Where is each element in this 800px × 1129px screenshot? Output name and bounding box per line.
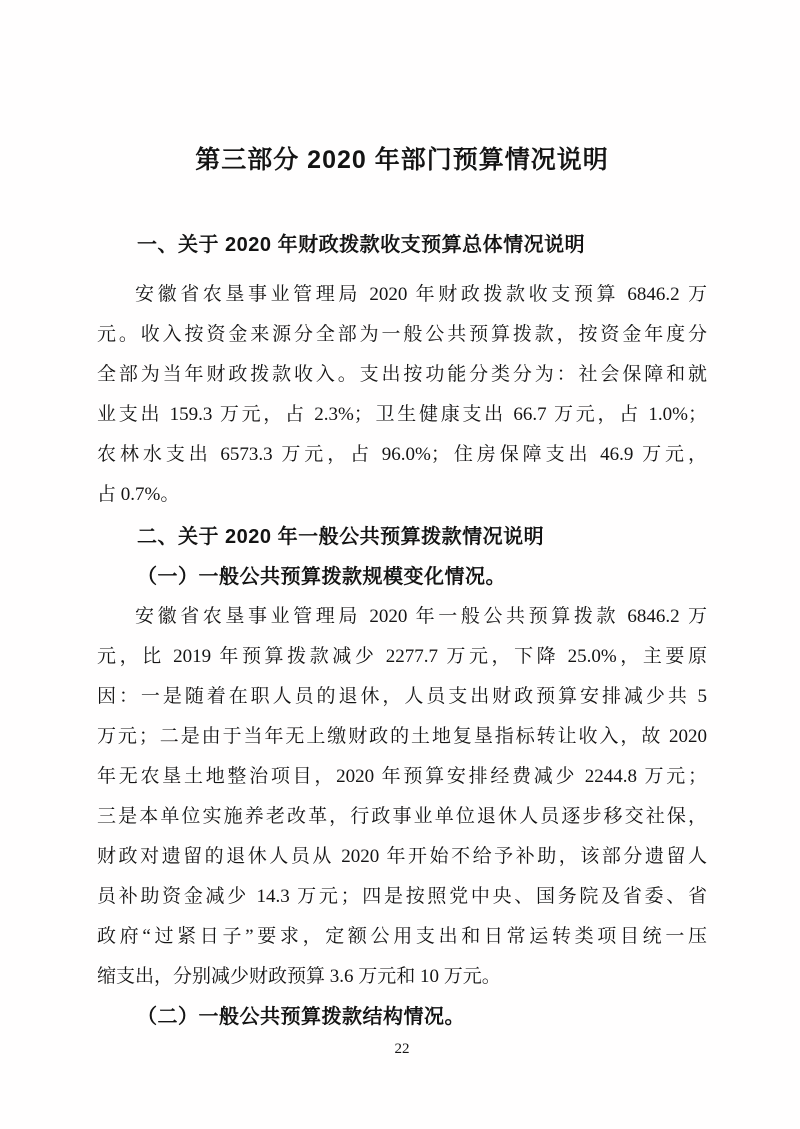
paragraph-line: 财政对遗留的退休人员从 2020 年开始不给予补助，该部分遗留人 — [97, 846, 707, 867]
subsection-heading-scale-change: （一）一般公共预算拨款规模变化情况。 — [137, 566, 506, 588]
section-heading-fiscal-overview: 一、关于 2020 年财政拨款收支预算总体情况说明 — [137, 234, 586, 256]
section-heading-general-budget: 二、关于 2020 年一般公共预算拨款情况说明 — [137, 526, 545, 548]
paragraph-line: 元，比 2019 年预算拨款减少 2277.7 万元，下降 25.0%，主要原 — [97, 646, 707, 667]
paragraph-line: 员补助资金减少 14.3 万元；四是按照党中央、国务院及省委、省 — [97, 886, 707, 907]
subsection-heading-structure: （二）一般公共预算拨款结构情况。 — [137, 1006, 465, 1028]
paragraph-line: 全部为当年财政拨款收入。支出按功能分类分为：社会保障和就 — [97, 364, 707, 385]
paragraph-line: 业支出 159.3 万元，占 2.3%；卫生健康支出 66.7 万元，占 1.0%； — [97, 404, 707, 425]
paragraph-fiscal-overview — [97, 275, 707, 515]
paragraph-scale-change — [97, 597, 707, 997]
page-number: 22 — [394, 1041, 410, 1057]
paragraph-line: 年无农垦土地整治项目，2020 年预算安排经费减少 2244.8 万元； — [97, 766, 707, 787]
paragraph-line: 因：一是随着在职人员的退休，人员支出财政预算安排减少共 5 — [97, 686, 707, 707]
paragraph-line: 农林水支出 6573.3 万元，占 96.0%；住房保障支出 46.9 万元， — [97, 444, 707, 465]
paragraph-line: 安徽省农垦事业管理局 2020 年一般公共预算拨款 6846.2 万 — [135, 606, 707, 627]
paragraph-line: 安徽省农垦事业管理局 2020 年财政拨款收支预算 6846.2 万 — [135, 284, 707, 305]
paragraph-line: 元。收入按资金来源分全部为一般公共预算拨款，按资金年度分 — [97, 324, 707, 345]
paragraph-line: 三是本单位实施养老改革，行政事业单位退休人员逐步移交社保， — [97, 806, 707, 827]
paragraph-line: 缩支出，分别减少财政预算 3.6 万元和 10 万元。 — [97, 966, 501, 987]
document-title: 第三部分 2020 年部门预算情况说明 — [195, 146, 609, 174]
paragraph-line: 万元；二是由于当年无上缴财政的土地复垦指标转让收入，故 2020 — [97, 726, 707, 747]
paragraph-line: 占 0.7%。 — [97, 484, 180, 505]
paragraph-line: 政府“过紧日子”要求，定额公用支出和日常运转类项目统一压 — [97, 926, 707, 947]
